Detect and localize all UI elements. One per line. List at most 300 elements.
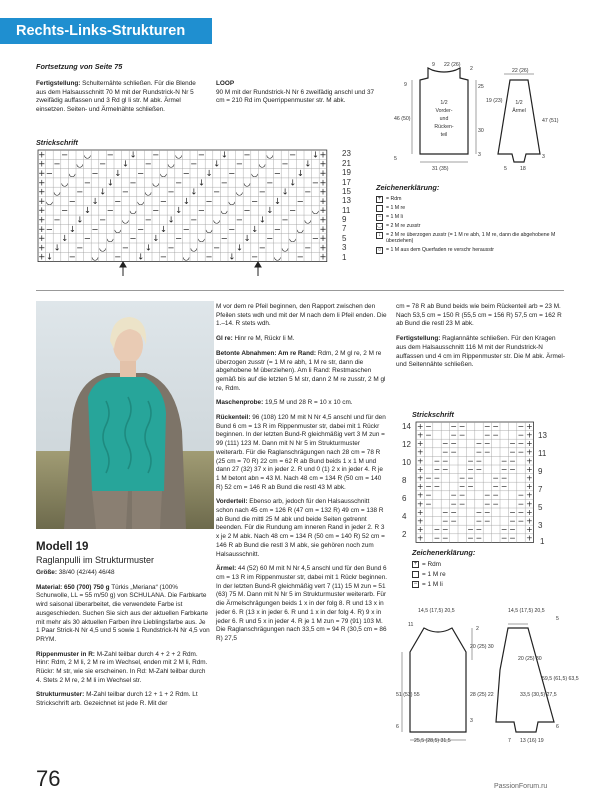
chart-symbol: + <box>416 447 424 457</box>
chart-symbol: ◡ <box>83 149 92 160</box>
chart-symbol: − <box>152 205 160 216</box>
raglan-body-outline <box>410 628 466 732</box>
chart-symbol: ↓ <box>175 205 183 216</box>
chart1-row-number: 21 <box>342 159 351 168</box>
chart-symbol: − <box>509 439 516 449</box>
legend1-item: ◡ = 2 M re zusstr <box>376 222 421 230</box>
chart-symbol: − <box>458 499 466 509</box>
dim: 59,5 (61,5) 63,5 <box>542 676 579 682</box>
chart-symbol: − <box>433 533 441 543</box>
legend1-item: − = 1 M li <box>377 213 403 221</box>
chart-symbol: ↓ <box>61 233 69 244</box>
svg-text:8: 8 <box>402 476 407 485</box>
chart-symbol: − <box>228 223 236 234</box>
chart-symbol: − <box>106 149 114 160</box>
legend2-item: − = 1 M li <box>413 580 443 588</box>
chart-symbol: − <box>517 421 525 431</box>
chart-symbol: ↓ <box>83 205 91 216</box>
chart-symbol: + <box>526 473 533 483</box>
chart-symbol: ↓ <box>129 149 137 160</box>
model-title: Modell 19 <box>36 541 89 553</box>
chart-symbol: ◡ <box>53 186 61 197</box>
dim: 19 (23) <box>486 98 503 104</box>
chart-symbol: − <box>266 177 274 188</box>
chart-symbol: − <box>475 516 483 526</box>
chart-symbol: + <box>526 499 533 509</box>
chart-symbol: − <box>129 177 137 188</box>
chart-symbol: − <box>220 233 228 244</box>
chart-symbol: − <box>205 251 213 262</box>
chart-symbol: − <box>450 507 458 517</box>
chart-symbol: ◡ <box>273 251 282 262</box>
loop-paragraph <box>216 80 376 106</box>
chart1-row-number: 15 <box>342 187 351 196</box>
chart-symbol: − <box>197 205 205 216</box>
chart-symbol: ↓ <box>106 177 114 188</box>
chart-symbol: − <box>106 205 114 216</box>
chart1-row-number: 13 <box>342 196 351 205</box>
chart-symbol: ◡ <box>281 242 289 253</box>
chart-symbol: + <box>526 456 533 466</box>
chart-symbol: ◡ <box>136 195 145 206</box>
chart-symbol: + <box>526 464 533 474</box>
chart-symbol: − <box>484 507 491 517</box>
dim: 5 <box>504 166 507 172</box>
chart-symbol: − <box>475 533 483 543</box>
dim: 9 <box>404 82 407 88</box>
chart-symbol: ↓ <box>311 149 319 160</box>
dim: 11 <box>408 622 414 628</box>
svg-text:1: 1 <box>540 537 545 546</box>
chart-symbol: − <box>235 214 243 225</box>
finishing-label: Fertigstellung: <box>36 80 81 87</box>
chart-symbol: − <box>442 456 449 466</box>
finishing-paragraph <box>36 80 207 115</box>
dim: 3 <box>478 152 481 158</box>
svg-text:teil: teil <box>440 132 448 138</box>
chart-symbol: + <box>38 186 46 197</box>
chart-symbol: ↓ <box>45 251 53 262</box>
chart-symbol: ◡ <box>258 158 266 169</box>
dim: 28 (25) 22 <box>470 692 494 698</box>
svg-text:5: 5 <box>538 503 543 512</box>
chart-symbol: − <box>258 186 266 197</box>
chart-symbol: − <box>228 168 236 179</box>
chart-symbol: ↓ <box>304 158 312 169</box>
dim: 22 (26) <box>444 62 461 68</box>
chart-symbol: − <box>289 149 297 160</box>
middle-column-text: M vor dem re Pfeil beginnen, den Rapport zwischen den Pfeilen stets wdh und mit der M nach dem li Pfeil enden. Die 1.–14. R stets wdh. Gl re: Hinr re M, Rückr li M. Betonte Abnahmen: Am re Rand: Rdm, 2 M gl re, 2 M re überzogen zusstr (= 1 M re abh, 1 M re str, dann die abgehobene M überziehen). Am li Rand: Restmaschen gemäß bis auf die letzten 5 M str, dann 2 M re zusstr, 2 M gl re, Rdm. Maschenprobe: 19,5 M und 28 R = 10 x 10 cm. Rückenteil: 96 (108) 120 M mit N Nr 4,5 anschl und für den Bund 6 cm = 13 R im Rippenmuster str, dabei mit 1 Rückr beginnen. In der letzten Bund-R gleichmäßig vert 3 M zun = 99 (111) 123 M. Dann mit N Nr 5 im Strukturmuster weiterarb. Für die Raglanschrägungen nach 28 cm = 78 R (25 cm = 70 R) 22 cm = 62 R ab Bund beids 1 x 1 M und dann 27 (32) 37 x in jeder 2. R und 0 (1) 2 x in jeder 4. R je 1 M betont abn = 43 M. Nach 48 cm = 134 R (50 cm = 140 R) 52 cm = 146 R ab Bund die restl 43 M abk. Vorderteil: Ebenso arb, jedoch für den Halsausschnitt schon nach 45 cm = 126 R (47 cm = 132 R) 49 cm = 138 R ab Bund die mittl 25 M abk und beide Seiten getrennt beenden. Für die Rundung am inneren Rand in jeder 2. R 3 x je 2 M abk. Nach 48 cm = 134 R (50 cm = 140 R) 52 cm = 146 R ab Bund die restl 3 M abk, sie gehören noch zum Halsausschnitt. Ärmel: 44 (52) 60 M mit N Nr 4,5 anschl und für den Bund 6 cm = 13 R im Rippenmuster str, dabei mit 1 Rückr beginnen. In der letzten Bund-R gleichmäßig vert 7 (11) 15 M zun = 51 (63) 75 M. Dann mit N Nr 5 im Strukturmuster weiterarb. Für die Ärmelschrägungen beids 1 x in der folg 8. R und 13 x in jeder 6. R (13 x in jeder 6. R und 1 x in der folg 4. R) 9 x in jeder 6. R und 5 x in jeder 4. R je 1 M zun = 79 (91) 103 M. Die Raglanschrägungen nach 33,5 cm = 94 R (30,5 cm = 86 R) 27,5 <box>216 303 388 642</box>
chart-symbol: ↓ <box>137 251 145 262</box>
legend1-item: ↓ = 2 M re überzogen zusstr (= 1 M re abh, 1 M re, dann die abgehobene M überziehen) <box>378 231 556 245</box>
chart-symbol: − <box>467 473 474 483</box>
chart-symbol: + <box>526 516 533 526</box>
chart-symbol: ↓ <box>182 195 190 206</box>
chart-symbol: − <box>475 464 483 474</box>
chart-symbol: − <box>121 242 129 253</box>
chart-symbol: − <box>220 177 228 188</box>
chart-symbol: − <box>91 223 99 234</box>
chart-symbol: + <box>416 430 424 440</box>
chart-symbol: + <box>319 158 327 169</box>
chart-symbol: − <box>450 439 458 449</box>
svg-text:11: 11 <box>538 449 547 458</box>
chart-symbol: − <box>475 439 483 449</box>
chart-symbol: − <box>175 233 183 244</box>
chart-symbol: ◡ <box>288 233 297 244</box>
chart-symbol: ↓ <box>114 168 122 179</box>
chart-symbol: − <box>144 214 152 225</box>
chart-symbol: − <box>311 233 319 244</box>
dim: 14,5 (17,5) 20,5 <box>418 608 455 614</box>
chart-symbol: − <box>83 233 91 244</box>
chart-symbol: − <box>182 168 190 179</box>
chart-symbol: ◡ <box>235 186 244 197</box>
chart-symbol: ◡ <box>129 205 137 216</box>
chart-symbol: − <box>243 205 251 216</box>
chart-symbol: ↓ <box>167 214 175 225</box>
chart-symbol: ↓ <box>281 186 289 197</box>
chart-symbol: + <box>416 490 424 500</box>
chart-symbol: − <box>235 158 243 169</box>
chart-symbol: ◡ <box>205 223 213 234</box>
chart-symbol: − <box>509 525 516 535</box>
chart-symbol: ↓ <box>235 242 243 253</box>
chart-symbol: − <box>273 223 281 234</box>
chart-symbol: ↓ <box>53 242 61 253</box>
dim: 20 (25) 30 <box>470 644 494 650</box>
chart-symbol: − <box>492 430 500 440</box>
chart-symbol: − <box>517 430 525 440</box>
chart-symbol: − <box>484 430 491 440</box>
section-divider <box>36 290 564 291</box>
chart-symbol: − <box>190 214 198 225</box>
chart-symbol: + <box>38 242 46 253</box>
svg-text:4: 4 <box>402 512 407 521</box>
chart-symbol: − <box>484 447 491 457</box>
chart-symbol: ◡ <box>76 158 84 169</box>
chart-symbol: ◡ <box>68 168 76 179</box>
section-header <box>0 18 212 44</box>
chart-symbol: − <box>137 223 145 234</box>
chart-symbol: + <box>38 205 46 216</box>
dim: 22 (26) <box>512 68 529 74</box>
chart-symbol: − <box>517 490 525 500</box>
chart-symbol: − <box>442 507 449 517</box>
dim: 2 <box>470 66 473 72</box>
chart-symbol: ↓ <box>91 195 99 206</box>
legend-1 <box>376 183 561 256</box>
chart-symbol: ◡ <box>304 214 312 225</box>
model-subtitle: Raglanpulli im Strukturmuster <box>36 555 155 565</box>
chart-symbol: − <box>99 158 107 169</box>
chart-symbol: − <box>68 251 76 262</box>
chart-symbol: + <box>416 507 424 517</box>
chart-symbol: ◡ <box>228 195 236 206</box>
loop-label: LOOP <box>216 80 235 87</box>
dim: 47 (51) <box>542 118 559 124</box>
svg-text:1/2: 1/2 <box>515 100 523 106</box>
chart-symbol: − <box>484 499 491 509</box>
chart-symbol: − <box>258 242 266 253</box>
chart-symbol: − <box>425 482 432 492</box>
dim: 13 (16) 19 <box>520 738 544 744</box>
legend1-title: Zeichenerklärung: <box>376 183 440 192</box>
chart-symbol: − <box>517 499 525 509</box>
dim: 25,5 (28,5) 31,5 <box>414 738 451 744</box>
chart-symbol: − <box>484 516 491 526</box>
dim: 25 <box>478 84 484 90</box>
dim: 3 <box>470 718 473 724</box>
chart-symbol: ◡ <box>220 205 228 216</box>
chart-symbol: + <box>319 195 327 206</box>
chart-symbol: − <box>484 490 491 500</box>
chart-symbol: + <box>526 439 533 449</box>
chart-symbol: + <box>319 186 327 197</box>
chart-symbol: ◡ <box>197 233 206 244</box>
chart-symbol: − <box>517 447 525 457</box>
chart-symbol: ↓ <box>68 223 76 234</box>
chart-symbol: − <box>458 430 466 440</box>
svg-text:Rücken-: Rücken- <box>434 124 454 130</box>
legend1-item: + = Rdm <box>377 195 402 203</box>
sleeve-outline <box>498 80 540 162</box>
chart-symbol: − <box>500 525 508 535</box>
dim: 20 (25) 30 <box>518 656 542 662</box>
chart-symbol: − <box>213 186 221 197</box>
chart-symbol: − <box>500 473 508 483</box>
chart-symbol: ◡ <box>182 251 190 262</box>
dim: 6 <box>396 724 399 730</box>
chart-symbol: ↓ <box>243 233 251 244</box>
chart-symbol: − <box>83 177 91 188</box>
stitch-chart-2 <box>400 420 570 546</box>
chart-symbol: − <box>450 516 458 526</box>
chart-symbol: − <box>442 439 449 449</box>
chart-symbol: − <box>458 490 466 500</box>
chart-symbol: − <box>137 168 145 179</box>
dim: 51 (53) 55 <box>396 692 420 698</box>
chart-symbol: − <box>289 205 297 216</box>
chart-symbol: ↓ <box>251 223 259 234</box>
chart-symbol: ◡ <box>167 158 175 169</box>
chart2-right-numbers <box>538 431 547 546</box>
chart-symbol: ↓ <box>266 205 274 216</box>
chart-symbol: ↓ <box>296 168 304 179</box>
chart-symbol: − <box>304 242 312 253</box>
right-column-text: cm = 78 R ab Bund beids wie beim Rückenteil arb = 23 M. Nach 53,5 cm = 150 R (55,5 cm = 156 R) 57,5 cm = 162 R ab Bund die restl 23 M abk. Fertigstellung: Raglannähte schließen. Für den Kragen aus dem Halsausschnitt 116 M mit der Rundstrick-N auffassen und 4 cm im Rippenmuster str. Die M abk. Ärmel- und Seitennähte schließen. <box>396 303 565 369</box>
chart-symbol: − <box>281 158 289 169</box>
chart-symbol: + <box>526 482 533 492</box>
chart-symbol: + <box>416 456 424 466</box>
stitch-chart-1 <box>36 148 366 278</box>
chart-symbol: − <box>450 447 458 457</box>
chart-symbol: − <box>442 533 449 543</box>
svg-text:7: 7 <box>538 485 543 494</box>
chart-symbol: − <box>311 177 319 188</box>
chart-symbol: − <box>304 186 312 197</box>
chart-symbol: − <box>450 490 458 500</box>
chart-symbol: + <box>38 195 46 206</box>
chart-symbol: − <box>205 195 213 206</box>
chart-symbol: ↓ <box>99 186 107 197</box>
chart-symbol: − <box>433 464 441 474</box>
chart-symbol: − <box>433 482 441 492</box>
finishing-text: Schulternähte schließen. Für die Blende aus dem Halsausschnitt 70 M mit der Rundstrick-N Nr 5 zweifädig auffassen und 3 Rd gl li str. M abk. Ärmel einsetzen. Seiten- und Ärmelnähte schließen. <box>36 80 196 114</box>
chart-symbol: + <box>416 533 424 543</box>
chart-symbol: − <box>76 186 84 197</box>
chart-symbol: − <box>159 251 167 262</box>
chart1-row-numbers <box>342 149 351 262</box>
chart-symbol: − <box>175 177 183 188</box>
svg-text:10: 10 <box>402 458 411 467</box>
chart-symbol: + <box>416 439 424 449</box>
chart-symbol: + <box>38 149 46 160</box>
front-back-label <box>434 100 454 138</box>
chart-symbol: ◡ <box>144 186 152 197</box>
chart-symbol: − <box>433 525 441 535</box>
chart-symbol: − <box>243 149 251 160</box>
chart-symbol: − <box>281 214 289 225</box>
chart2-title: Strickschrift <box>412 410 454 419</box>
chart-symbol: ↓ <box>289 177 297 188</box>
svg-text:3: 3 <box>538 521 543 530</box>
section-header-title: Rechts-Links-Strukturen <box>16 23 186 39</box>
chart-symbol: ◡ <box>159 168 168 179</box>
chart1-row-number: 19 <box>342 168 351 177</box>
chart-symbol: − <box>296 195 304 206</box>
chart1-row-number: 23 <box>342 149 351 158</box>
chart-symbol: − <box>517 516 525 526</box>
chart-symbol: + <box>416 421 424 431</box>
chart-symbol: ↓ <box>258 214 266 225</box>
chart-symbol: − <box>500 464 508 474</box>
chart-symbol: − <box>475 447 483 457</box>
chart-symbol: − <box>500 482 508 492</box>
chart1-row-number: 9 <box>342 215 347 224</box>
chart-symbol: − <box>91 168 99 179</box>
chart-symbol: − <box>517 439 525 449</box>
chart-symbol: ◡ <box>152 177 160 188</box>
chart-symbol: + <box>416 482 424 492</box>
chart-symbol: − <box>425 430 432 440</box>
svg-text:9: 9 <box>538 467 543 476</box>
chart-symbol: + <box>319 177 327 188</box>
chart-symbol: − <box>442 464 449 474</box>
chart-symbol: − <box>509 533 516 543</box>
chart-symbol: − <box>68 195 76 206</box>
dim: 6 <box>556 724 559 730</box>
chart-symbol: ◡ <box>91 251 99 262</box>
chart-symbol: ◡ <box>296 223 304 234</box>
chart-symbol: ◡ <box>190 242 198 253</box>
chart-symbol: ◡ <box>212 214 221 225</box>
chart-symbol: ↓ <box>121 158 129 169</box>
chart-symbol: − <box>266 233 274 244</box>
chart-symbol: + <box>526 525 533 535</box>
dim: 5 <box>394 156 397 162</box>
chart1-repeat-arrows <box>120 262 261 276</box>
chart-symbol: − <box>458 421 466 431</box>
chart-symbol: − <box>442 447 449 457</box>
chart-symbol: + <box>38 223 46 234</box>
chart-symbol: − <box>458 482 466 492</box>
chart-symbol: ↓ <box>144 242 152 253</box>
svg-text:12: 12 <box>402 440 411 449</box>
chart-symbol: + <box>319 223 327 234</box>
legend2-item: = 1 M re <box>412 571 562 579</box>
chart-symbol: + <box>38 233 46 244</box>
chart1-row-number: 3 <box>342 243 347 252</box>
dim: 33,5 (30,5) 27,5 <box>520 692 557 698</box>
chart-symbol: ↓ <box>197 177 205 188</box>
chart-symbol: + <box>416 516 424 526</box>
svg-text:2: 2 <box>402 530 407 539</box>
chart-symbol: − <box>467 482 474 492</box>
svg-text:und: und <box>439 116 449 122</box>
chart-symbol: + <box>526 430 533 440</box>
chart-symbol: + <box>319 168 327 179</box>
chart-symbol: − <box>129 233 137 244</box>
chart-symbol: − <box>500 456 508 466</box>
chart-symbol: ◡ <box>98 242 107 253</box>
chart-symbol: ↓ <box>190 186 198 197</box>
chart-symbol: − <box>159 195 167 206</box>
chart-symbol: ↓ <box>76 214 84 225</box>
chart-symbol: − <box>425 473 432 483</box>
chart-symbol: − <box>251 195 259 206</box>
chart-symbol: − <box>167 242 175 253</box>
chart-symbol: − <box>492 473 500 483</box>
chart-symbol: ↓ <box>213 158 221 169</box>
chart-symbol: + <box>319 233 327 244</box>
chart-symbol: − <box>190 158 198 169</box>
chart-symbol: − <box>475 456 483 466</box>
dim: 31 (35) <box>432 166 449 172</box>
chart-symbol: − <box>467 525 474 535</box>
chart-symbol: − <box>76 242 84 253</box>
chart-symbol: − <box>53 214 61 225</box>
dim: 9 <box>432 62 435 68</box>
loop-text: 90 M mit der Rundstrick-N Nr 6 zweifädig anschl und 37 cm = 210 Rd im Querrippenmuster str. M abk. <box>216 88 375 105</box>
dim: 7 <box>508 738 511 744</box>
continuation-title: Fortsetzung von Seite 75 <box>36 62 123 71</box>
chart-symbol: − <box>197 149 205 160</box>
svg-text:1/2: 1/2 <box>440 100 448 106</box>
chart-symbol: ◡ <box>311 205 320 216</box>
chart-symbol: − <box>121 186 129 197</box>
chart-symbol: − <box>53 158 61 169</box>
chart-symbol: − <box>509 516 516 526</box>
chart-symbol: − <box>433 456 441 466</box>
chart-symbol: + <box>526 533 533 543</box>
chart-symbol: + <box>319 242 327 253</box>
chart-symbol: − <box>433 473 441 483</box>
chart-symbol: ◡ <box>45 195 54 206</box>
dim: 2 <box>476 626 479 632</box>
chart-symbol: ◡ <box>60 177 69 188</box>
chart-symbol: − <box>492 482 500 492</box>
chart-symbol: − <box>509 447 516 457</box>
chart-symbol: ↓ <box>228 251 236 262</box>
legend-2 <box>412 548 562 591</box>
svg-text:Vorder-: Vorder- <box>435 108 453 114</box>
chart-symbol: + <box>38 158 46 169</box>
chart-symbol: − <box>167 186 175 197</box>
chart1-row-number: 1 <box>342 253 347 262</box>
chart-symbol: + <box>319 214 327 225</box>
chart-symbol: − <box>99 214 107 225</box>
